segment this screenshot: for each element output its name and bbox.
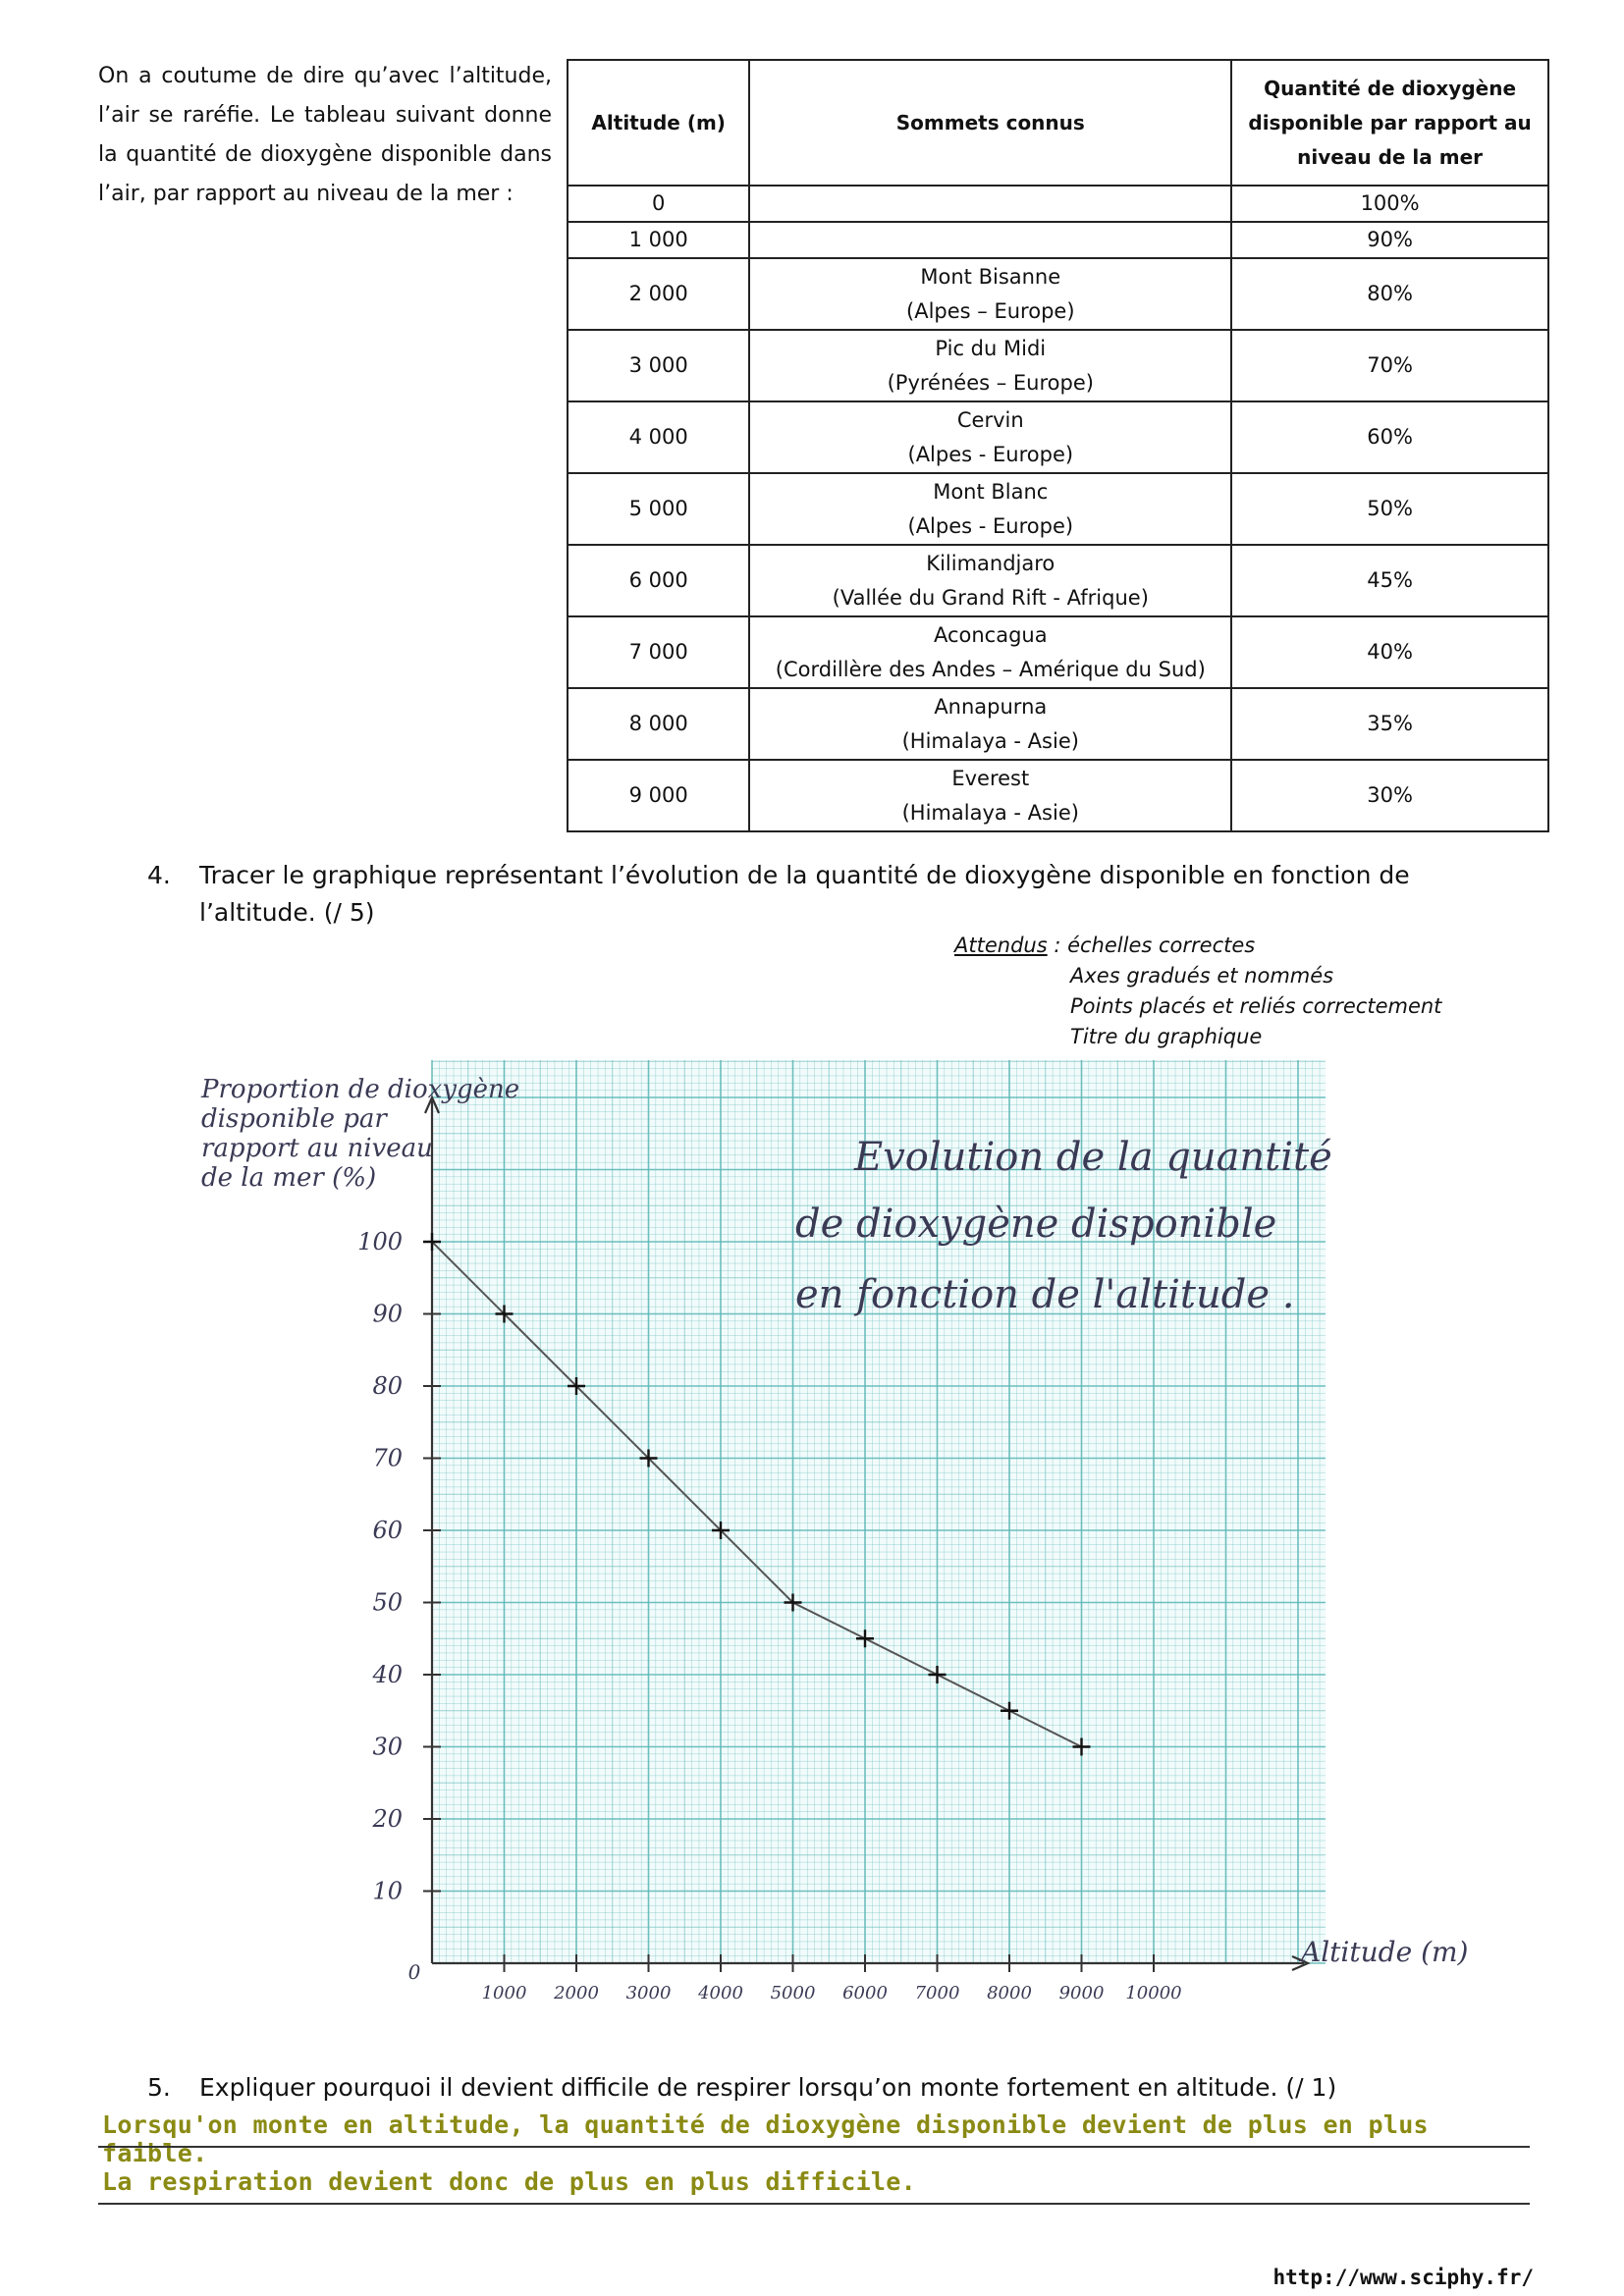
cell-summit (749, 401, 1231, 473)
question-5 (149, 2069, 1465, 2107)
table-row (568, 222, 1548, 258)
summit-name: Cervin (956, 407, 1024, 432)
summit-region: (Pyrénées – Europe) (887, 370, 1094, 395)
expected-item: échelles correctes (1067, 934, 1256, 957)
summit-name: Annapurna (934, 694, 1048, 719)
expected-separator: : (1047, 934, 1068, 957)
cell-summit (749, 688, 1231, 760)
question-number: 4. (147, 861, 171, 889)
y-axis-label: rapport au niveau (201, 1134, 433, 1163)
question-4 (149, 857, 1465, 932)
y-tick-label: 40 (372, 1661, 403, 1688)
x-tick-label: 9000 (1058, 1983, 1105, 2003)
expected-item: Points placés et reliés correctement (1070, 994, 1442, 1018)
summit-name: Everest (951, 766, 1030, 790)
y-tick-label: 50 (372, 1588, 403, 1617)
x-tick-label: 2000 (554, 1983, 599, 2003)
answer-line-2: La respiration devient donc de plus en plus difficile. (102, 2167, 916, 2196)
question-number: 5. (147, 2073, 171, 2102)
cell-summit (749, 186, 1231, 222)
cell-oxygen: 45% (1231, 545, 1548, 616)
grid-background (432, 1060, 1326, 1963)
summit-region: (Alpes - Europe) (907, 442, 1074, 466)
x-tick-label: 3000 (625, 1983, 672, 2003)
summit-name: Aconcagua (933, 622, 1048, 647)
y-tick-label: 20 (372, 1805, 403, 1833)
expected-item: Axes gradués et nommés (1070, 964, 1334, 988)
origin-label: 0 (407, 1960, 421, 1984)
cell-summit (749, 760, 1231, 831)
chart-title-line: en fonction de l'altitude . (795, 1272, 1295, 1317)
table-row (568, 401, 1548, 473)
x-tick-label: 7000 (914, 1983, 960, 2003)
cell-altitude: 3 000 (568, 330, 749, 401)
answer-line-1: Lorsqu'on monte en altitude, la quantité de dioxygène disponible devient de plus en plus faible. (102, 2110, 1429, 2167)
cell-summit (749, 473, 1231, 545)
cell-oxygen: 90% (1231, 222, 1548, 258)
table-row (568, 473, 1548, 545)
header-summits: Sommets connus (749, 60, 1231, 186)
x-tick-label: 1000 (481, 1983, 527, 2003)
table-row (568, 545, 1548, 616)
summit-region: (Alpes - Europe) (907, 513, 1074, 538)
footer-url: http://www.sciphy.fr/ (1272, 2266, 1534, 2289)
oxygen-altitude-chart (0, 1041, 1624, 2022)
summit-region: (Alpes – Europe) (906, 298, 1075, 323)
cell-oxygen: 70% (1231, 330, 1548, 401)
cell-altitude: 0 (568, 186, 749, 222)
summit-region: (Cordillère des Andes – Amérique du Sud) (775, 657, 1206, 681)
summit-region: (Himalaya - Asie) (901, 728, 1079, 753)
cell-summit (749, 545, 1231, 616)
cell-oxygen: 30% (1231, 760, 1548, 831)
summit-name: Mont Blanc (933, 479, 1049, 504)
cell-oxygen: 50% (1231, 473, 1548, 545)
y-tick-label: 60 (372, 1517, 403, 1544)
table-row (568, 186, 1548, 222)
header-oxygen: Quantité de dioxygène disponible par rapport au niveau de la mer (1231, 60, 1548, 186)
cell-summit (749, 258, 1231, 330)
answer-rule (98, 2146, 1530, 2148)
cell-oxygen: 80% (1231, 258, 1548, 330)
cell-altitude: 6 000 (568, 545, 749, 616)
cell-oxygen: 40% (1231, 616, 1548, 688)
chart-title-line: Evolution de la quantité (854, 1135, 1332, 1180)
x-tick-label: 4000 (698, 1983, 743, 2003)
x-tick-label: 6000 (842, 1983, 888, 2003)
x-axis-label: Altitude (m) (1301, 1936, 1469, 1968)
cell-summit (749, 330, 1231, 401)
y-tick-label: 80 (372, 1372, 403, 1400)
summit-name: Kilimandjaro (926, 551, 1056, 575)
expected-criteria (954, 931, 1441, 1052)
cell-altitude: 5 000 (568, 473, 749, 545)
table-header-row (568, 60, 1548, 186)
summit-name: Mont Bisanne (920, 264, 1061, 289)
expected-label: Attendus (954, 934, 1048, 957)
expected-item: Titre du graphique (1070, 1025, 1263, 1048)
cell-altitude: 8 000 (568, 688, 749, 760)
y-tick-label: 10 (372, 1877, 403, 1905)
table-row (568, 688, 1548, 760)
summit-region: (Himalaya - Asie) (901, 800, 1079, 825)
altitude-oxygen-table (567, 59, 1549, 832)
x-tick-label: 5000 (770, 1983, 816, 2003)
intro-paragraph: On a coutume de dire qu’avec l’altitude, l’air se raréfie. Le tableau suivant donne la quantité de dioxygène disponible dans l’air, par rapport au niveau de la mer : (98, 64, 552, 206)
cell-summit (749, 222, 1231, 258)
cell-oxygen: 35% (1231, 688, 1548, 760)
summit-name: Pic du Midi (935, 336, 1047, 360)
chart-title-line: de dioxygène disponible (795, 1201, 1277, 1247)
y-tick-label: 30 (372, 1733, 403, 1761)
question-text-line-2: l’altitude. (/ 5) (199, 898, 375, 927)
table-row (568, 258, 1548, 330)
table-row (568, 616, 1548, 688)
cell-oxygen: 60% (1231, 401, 1548, 473)
y-tick-label: 100 (357, 1228, 403, 1255)
table-row (568, 760, 1548, 831)
answer-rule (98, 2203, 1530, 2205)
cell-altitude: 2 000 (568, 258, 749, 330)
question-text: Expliquer pourquoi il devient difficile de respirer lorsqu’on monte fortement en altitude. (/ 1) (199, 2073, 1337, 2102)
summit-region: (Vallée du Grand Rift - Afrique) (832, 585, 1149, 610)
y-tick-label: 90 (372, 1300, 403, 1328)
cell-altitude: 1 000 (568, 222, 749, 258)
y-axis-label: Proportion de dioxygène (201, 1075, 520, 1104)
cell-altitude: 4 000 (568, 401, 749, 473)
cell-altitude: 9 000 (568, 760, 749, 831)
cell-oxygen: 100% (1231, 186, 1548, 222)
x-tick-label: 10000 (1125, 1983, 1182, 2003)
cell-altitude: 7 000 (568, 616, 749, 688)
y-tick-label: 70 (372, 1444, 403, 1472)
header-altitude: Altitude (m) (568, 60, 749, 186)
y-axis-label: de la mer (%) (201, 1163, 377, 1193)
x-tick-label: 8000 (987, 1983, 1032, 2003)
question-text-line-1: Tracer le graphique représentant l’évolution de la quantité de dioxygène disponible en fonction de (199, 861, 1410, 889)
cell-summit (749, 616, 1231, 688)
y-axis-label: disponible par (201, 1104, 387, 1134)
table-row (568, 330, 1548, 401)
